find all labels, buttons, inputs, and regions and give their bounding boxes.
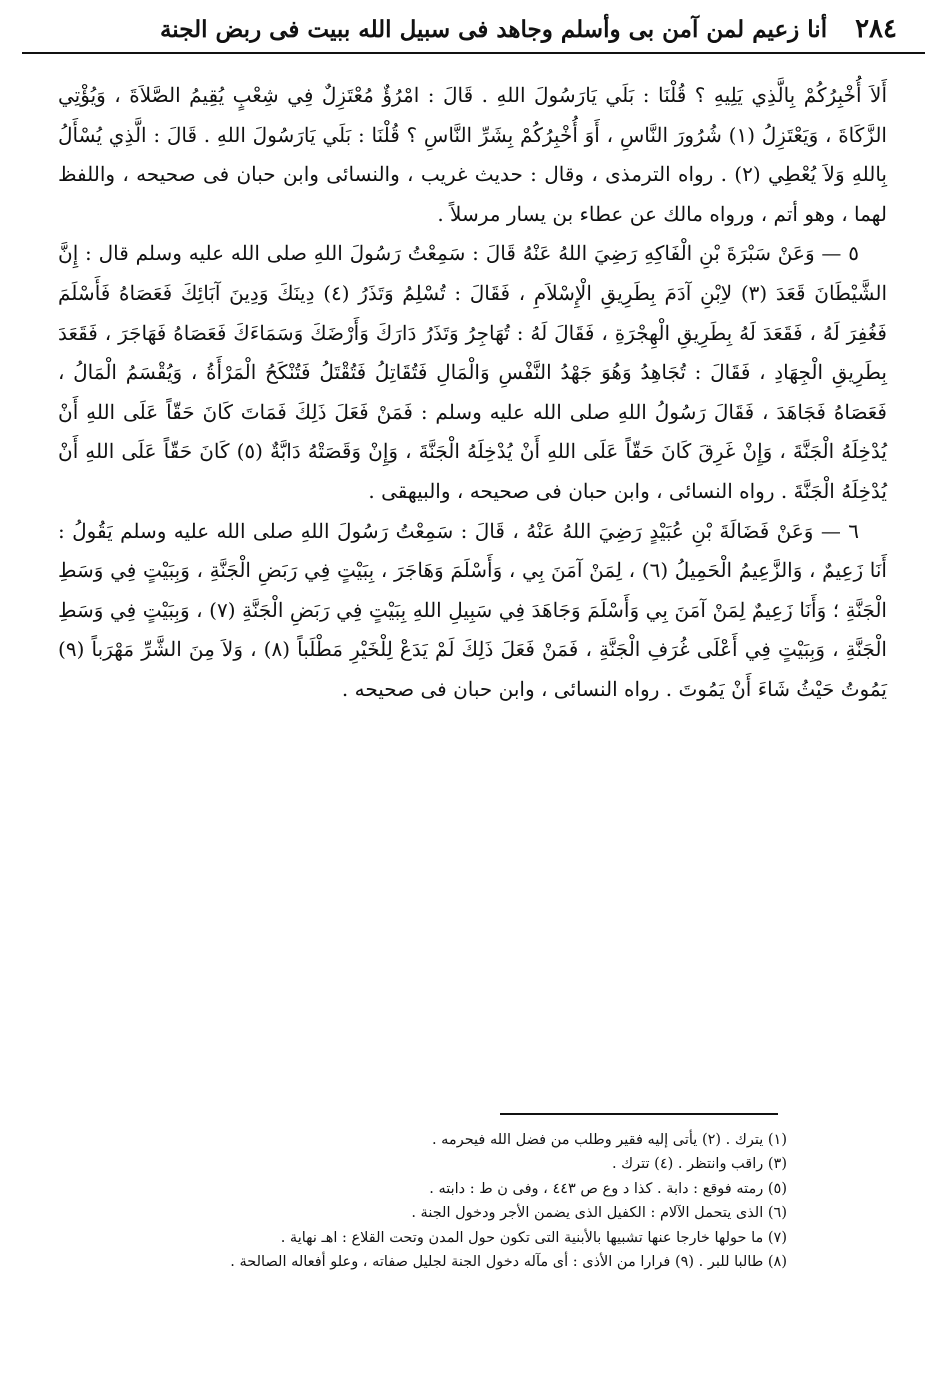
- footnote-line: (٧) ما حولها خارجا عنها تشبيها بالأبنية التى تكون حول المدن وتحت القلاع : اهـ نهاية .: [280, 1229, 787, 1246]
- footnote-line: (٨) طالبا للبر . (٩) فرارا من الأذى : أى مآله دخول الجنة لجليل صفاته ، وعلو أفعاله الصالحة .: [230, 1254, 787, 1271]
- paragraph-hadith-continuation: أَلاَ أُخْبِرُكُمْ بِالَّذِي يَلِيهِ ؟ قُلْنَا : بَلَي يَارَسُولَ اللهِ . قَالَ : امْرُؤٌ مُعْتَزِلٌ فِي شِعْبٍ يُقِيمُ الصَّلاَةَ ، وَيُؤْتِي الزَّكَاةَ ، وَيَعْتَزِلُ (١) شُرُورَ النَّاسِ ، أَوَ أُخْبِرُكُمْ بِشَرِّ النَّاسِ ؟ قُلْنَا : بَلَي يَارَسُولَ اللهِ . قَالَ : الَّذِي يُسْأَلُ بِاللهِ وَلاَ يُعْطِي (٢) . رواه الترمذى ، وقال : حديث غريب ، والنسائى وابن حبان فى صحيحه ، واللفظ لهما ، وهو أتم ، ورواه مالك عن عطاء بن يسار مرسلاً .: [58, 83, 888, 226]
- header-divider: [22, 52, 925, 54]
- paragraph-hadith-5: ٥ — وَعَنْ سَبْرَةَ بْنِ الْفَاكِهِ رَضِيَ اللهُ عَنْهُ قَالَ : سَمِعْتُ رَسُولَ اللهِ صلى الله عليه وسلم قال : إِنَّ الشَّيْطَانَ قَعَدَ (٣) لاِبْنِ آدَمَ بِطَرِيقِ الْإِسْلاَمِ ، فَقَالَ : تُسْلِمُ وَتَذَرُ (٤) دِينَكَ وَدِينَ آبَائِكَ فَعَصَاهُ فَأَسْلَمَ فَغُفِرَ لَهُ ، فَقَعَدَ لَهُ بِطَرِيقِ الْهِجْرَةِ ، فَقَالَ لَهُ : تُهَاجِرُ وَتَذَرُ دَارَكَ وَأَرْضَكَ وَسَمَاءَكَ فَعَصَاهُ فَهَاجَرَ ، فَقَعَدَ بِطَرِيقِ الْجِهَادِ ، فَقَالَ : تُجَاهِدُ وَهُوَ جَهْدُ النَّفْسِ وَالْمَالِ فَتُقَاتِلُ فَتُقْتَلُ فَتُنْكَحُ الْمَرْأَةُ ، وَيُقْسَمُ الْمَالُ ، فَعَصَاهُ فَجَاهَدَ ، فَقَالَ رَسُولُ اللهِ صلى الله عليه وسلم : فَمَنْ فَعَلَ ذَلِكَ فَمَاتَ كَانَ حَقّاً عَلَى اللهِ أَنْ يُدْخِلَهُ الْجَنَّةَ ، وَإِنْ غَرِقَ كَانَ حَقّاً عَلَى اللهِ أَنْ يُدْخِلَهُ الْجَنَّةَ ، وَإِنْ وَقَصَتْهُ دَابَّةٌ (٥) كَانَ حَقّاً عَلَى اللهِ أَنْ يُدْخِلَهُ الْجَنَّةَ . رواه النسائى ، وابن حبان فى صحيحه ، والبيهقى .: [58, 241, 887, 503]
- footnote-line: (٦) الذى يتحمل الآلام : الكفيل الذى يضمن الأجر ودخول الجنة .: [411, 1205, 787, 1222]
- main-text: [58, 76, 887, 710]
- footnote-line: (١) يترك . (٢) يأتى إليه فقير وطلب من فضل الله فيحرمه .: [431, 1132, 787, 1148]
- footnote-line: (٥) رمته فوقع : دابة . كذا د وع ص ٤٤٣ ، وفى ن ط : دابته .: [429, 1180, 787, 1197]
- footnotes: [150, 1128, 787, 1274]
- page-number: ٢٨٤: [855, 14, 897, 44]
- paragraph-hadith-6: ٦ — وَعَنْ فَضَالَةَ بْنِ عُبَيْدٍ رَضِيَ اللهُ عَنْهُ ، قَالَ : سَمِعْتُ رَسُولَ اللهِ صلى الله عليه وسلم يَقُولُ : أَنَا زَعِيمٌ ، وَالزَّعِيمُ الْحَمِيلُ (٦) ، لِمَنْ آمَنَ بِي ، وَأَسْلَمَ وَهَاجَرَ ، بِبَيْتٍ فِي رَبَضِ الْجَنَّةِ ، وَبِبَيْتٍ فِي وَسَطِ الْجَنَّةِ ؛ وَأَنَا زَعِيمٌ لِمَنْ آمَنَ بِي وَأَسْلَمَ وَجَاهَدَ فِي سَبِيلِ اللهِ بِبَيْتٍ فِي رَبَضِ الْجَنَّةِ (٧) ، وَبِبَيْتٍ فِي وَسَطِ الْجَنَّةِ ، وَبِبَيْتٍ فِي أَعْلَى غُرَفِ الْجَنَّةِ ، فَمَنْ فَعَلَ ذَلِكَ لَمْ يَدَعْ لِلْخَيْرِ مَطْلَباً (٨) ، وَلاَ مِنَ الشَّرِّ مَهْرَباً (٩) يَمُوتُ حَيْثُ شَاءَ أَنْ يَمُوتَ . رواه النسائى ، وابن حبان فى صحيحه .: [58, 518, 887, 701]
- footnote-divider: [500, 1113, 778, 1115]
- page-header: [50, 8, 897, 50]
- footnote-line: (٣) راقب وانتظر . (٤) تترك .: [611, 1156, 787, 1173]
- running-title: أنا زعيم لمن آمن بى وأسلم وجاهد فى سبيل الله ببيت فى ربض الجنة: [159, 15, 828, 43]
